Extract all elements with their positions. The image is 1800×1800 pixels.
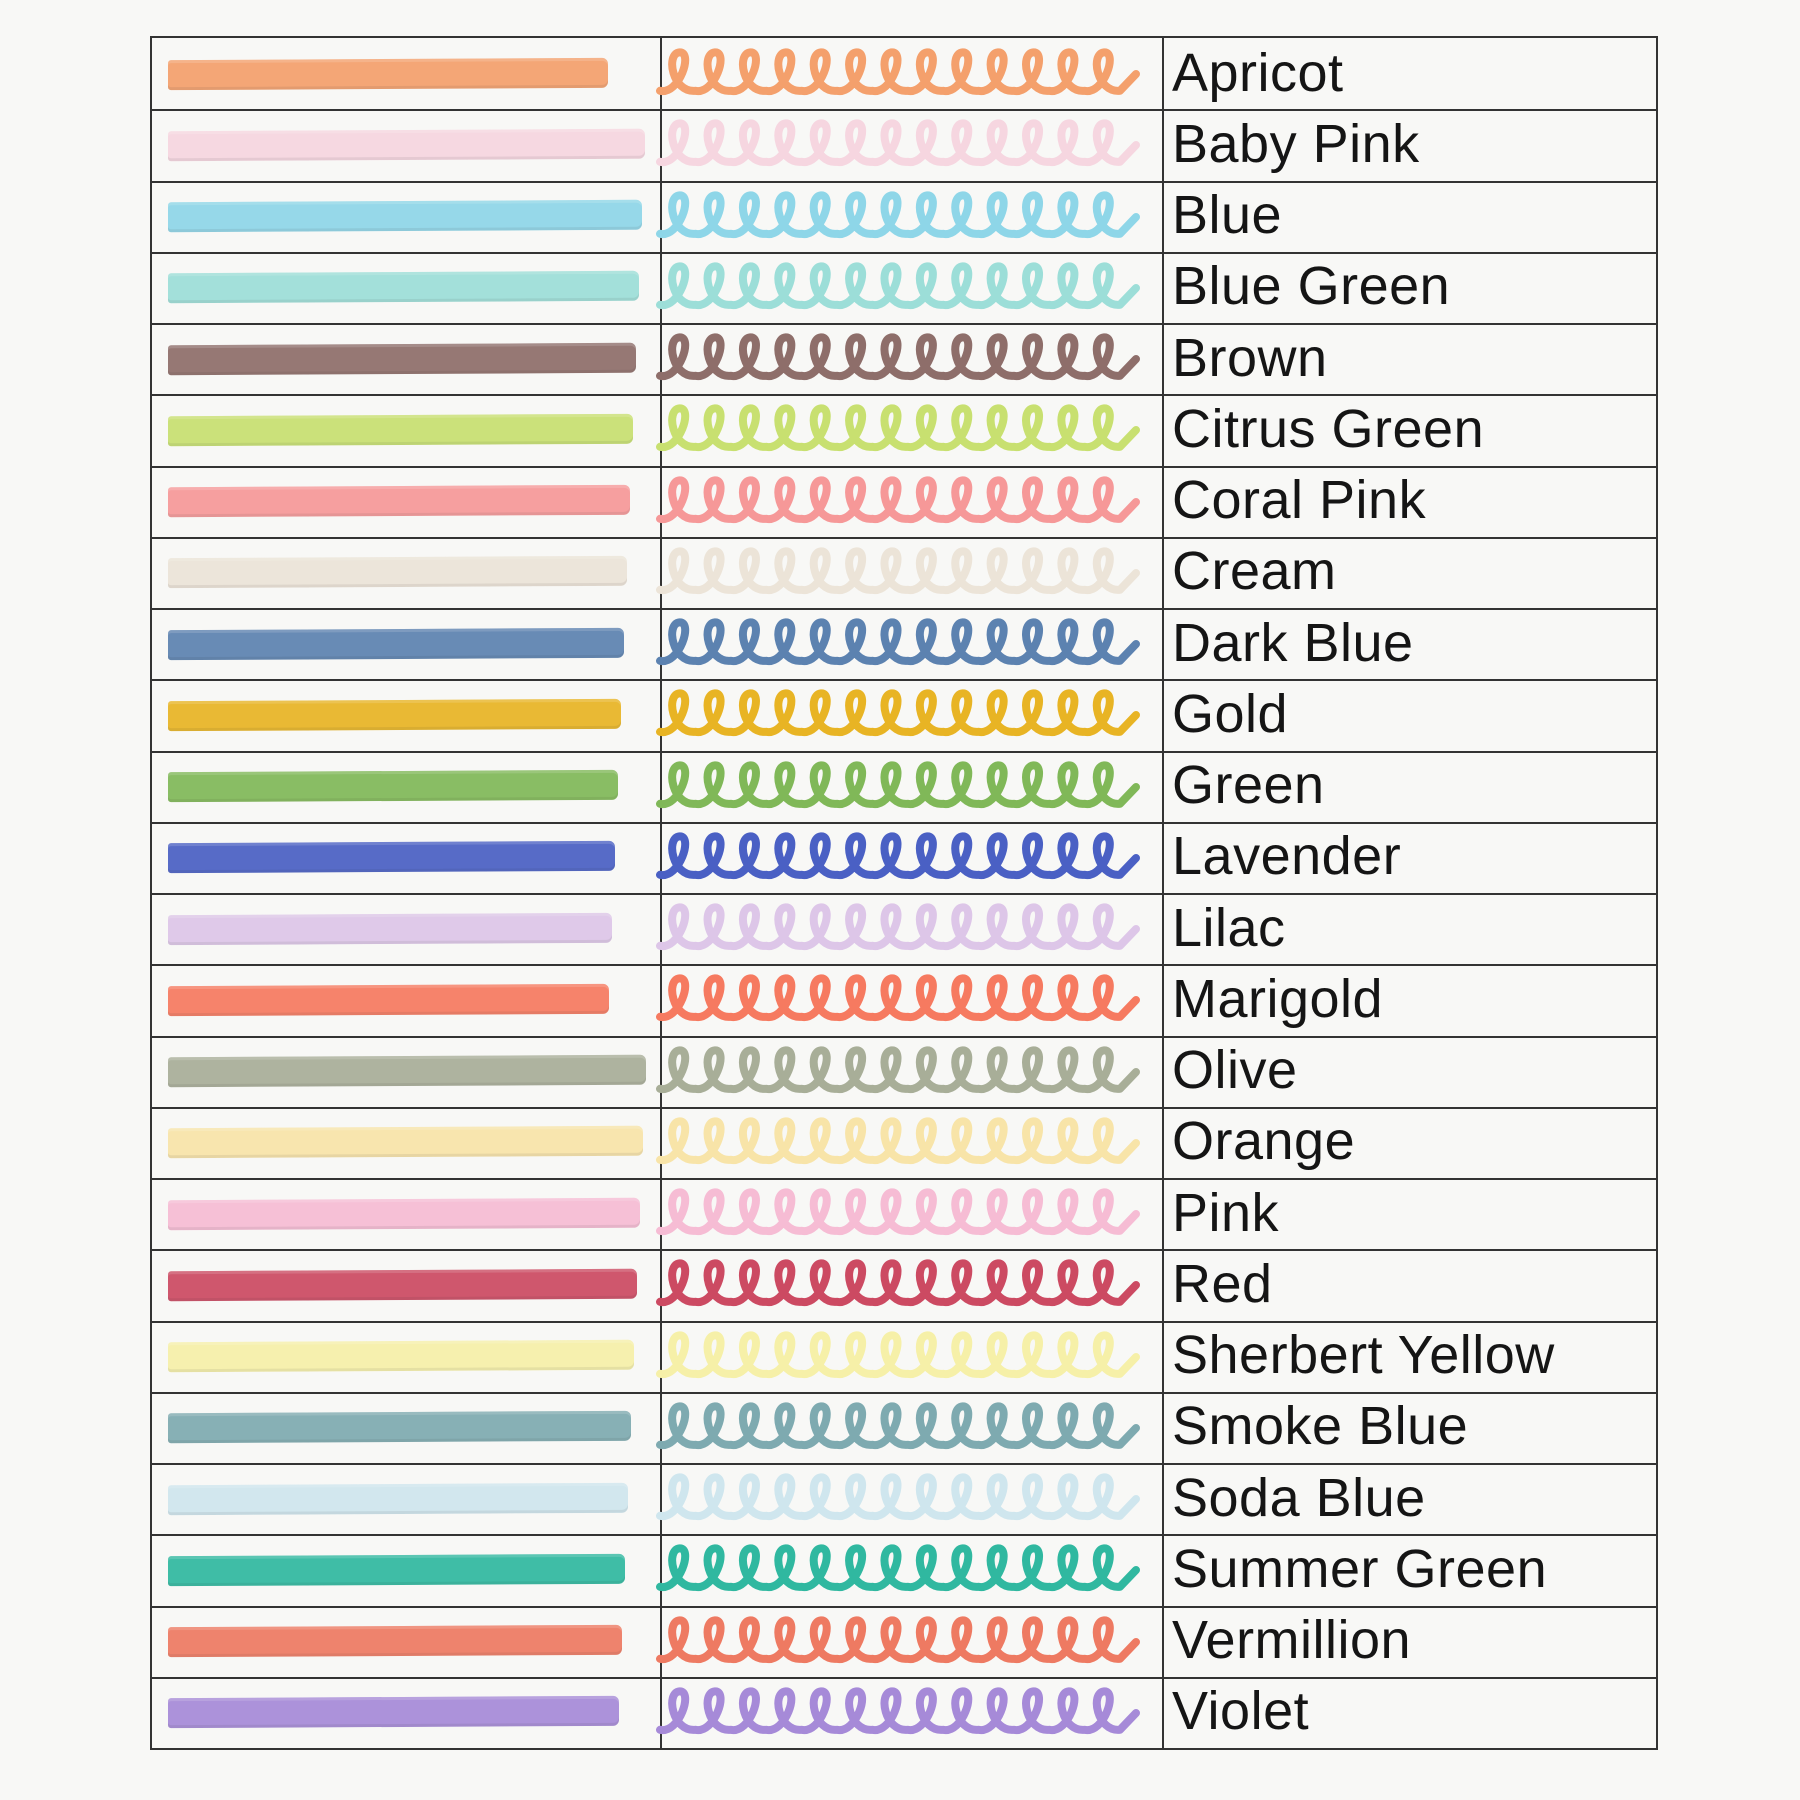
color-name-label: Green: [1172, 754, 1325, 815]
swatch-row: [152, 537, 1656, 608]
swatch-row: [152, 1677, 1656, 1748]
cursive-loop-sample: [652, 44, 1152, 104]
loop-stroke: [660, 622, 1136, 661]
swatch-row: [152, 608, 1656, 679]
marker-stroke-swatch: [168, 342, 636, 374]
marker-stroke-swatch: [168, 556, 627, 588]
cursive-loop-sample: [652, 1113, 1152, 1173]
cursive-loop-sample: [652, 614, 1152, 674]
marker-stroke-swatch: [168, 414, 633, 446]
swatch-row: [152, 109, 1656, 180]
row-divider: [152, 1392, 1656, 1394]
swatch-row: [152, 394, 1656, 465]
loop-stroke: [660, 1192, 1136, 1231]
swatch-row: [152, 1534, 1656, 1605]
marker-stroke-swatch: [168, 1269, 637, 1301]
row-divider: [152, 1321, 1656, 1323]
row-divider: [152, 394, 1656, 396]
row-divider: [152, 964, 1656, 966]
color-name-label: Baby Pink: [1172, 113, 1420, 174]
cursive-loop-sample: [652, 1540, 1152, 1600]
cursive-loop-sample: [652, 899, 1152, 959]
row-divider: [152, 323, 1656, 325]
marker-stroke-swatch: [168, 912, 612, 944]
row-divider: [152, 679, 1656, 681]
color-name-label: Brown: [1172, 327, 1328, 388]
loop-stroke: [660, 694, 1136, 733]
cursive-loop-sample: [652, 828, 1152, 888]
loop-stroke: [660, 1691, 1136, 1730]
swatch-row: [152, 1036, 1656, 1107]
swatch-row: [152, 1392, 1656, 1463]
loop-stroke: [660, 1620, 1136, 1659]
color-name-label: Summer Green: [1172, 1538, 1548, 1599]
swatch-row: [152, 822, 1656, 893]
marker-stroke-swatch: [168, 1554, 625, 1586]
loop-stroke: [660, 480, 1136, 519]
row-divider: [152, 1249, 1656, 1251]
color-name-label: Coral Pink: [1172, 469, 1427, 530]
row-divider: [152, 181, 1656, 183]
swatch-row: [152, 751, 1656, 822]
loop-stroke: [660, 836, 1136, 875]
swatch-row: [152, 323, 1656, 394]
loop-stroke: [660, 195, 1136, 234]
color-name-label: Apricot: [1172, 42, 1344, 103]
swatch-row: [152, 893, 1656, 964]
color-name-label: Pink: [1172, 1182, 1280, 1243]
loop-stroke: [660, 124, 1136, 163]
swatch-row: [152, 1463, 1656, 1534]
color-name-label: Marigold: [1172, 968, 1384, 1029]
row-divider: [152, 109, 1656, 111]
cursive-loop-sample: [652, 1612, 1152, 1672]
cursive-loop-sample: [652, 472, 1152, 532]
swatch-row: [152, 252, 1656, 323]
cursive-loop-sample: [652, 970, 1152, 1030]
marker-stroke-swatch: [168, 770, 618, 802]
cursive-loop-sample: [652, 685, 1152, 745]
marker-stroke-swatch: [168, 1696, 619, 1728]
swatch-row: [152, 679, 1656, 750]
loop-stroke: [660, 266, 1136, 305]
row-divider: [152, 1107, 1656, 1109]
swatch-table: [150, 36, 1658, 1750]
color-name-label: Gold: [1172, 683, 1289, 744]
row-divider: [152, 537, 1656, 539]
row-divider: [152, 893, 1656, 895]
marker-stroke-swatch: [168, 1411, 631, 1443]
row-divider: [152, 252, 1656, 254]
cursive-loop-sample: [652, 187, 1152, 247]
cursive-loop-sample: [652, 329, 1152, 389]
cursive-loop-sample: [652, 757, 1152, 817]
loop-stroke: [660, 1406, 1136, 1445]
marker-stroke-swatch: [168, 129, 645, 161]
loop-stroke: [660, 1477, 1136, 1516]
cursive-loop-sample: [652, 1398, 1152, 1458]
cursive-loop-sample: [652, 1327, 1152, 1387]
cursive-loop-sample: [652, 1184, 1152, 1244]
marker-stroke-swatch: [168, 57, 608, 89]
color-name-label: Soda Blue: [1172, 1467, 1426, 1528]
marker-stroke-swatch: [168, 1197, 640, 1229]
row-divider: [152, 1463, 1656, 1465]
marker-stroke-swatch: [168, 627, 624, 659]
swatch-row: [152, 1107, 1656, 1178]
loop-stroke: [660, 907, 1136, 946]
loop-stroke: [660, 1335, 1136, 1374]
loop-stroke: [660, 337, 1136, 376]
marker-stroke-swatch: [168, 1126, 643, 1158]
cursive-loop-sample: [652, 1255, 1152, 1315]
cursive-loop-sample: [652, 1683, 1152, 1743]
row-divider: [152, 1677, 1656, 1679]
color-name-label: Sherbert Yellow: [1172, 1324, 1555, 1385]
row-divider: [152, 608, 1656, 610]
color-name-label: Orange: [1172, 1111, 1356, 1172]
marker-stroke-swatch: [168, 1625, 622, 1657]
color-name-label: Olive: [1172, 1039, 1298, 1100]
color-name-label: Citrus Green: [1172, 398, 1485, 459]
color-name-label: Lavender: [1172, 826, 1402, 887]
marker-stroke-swatch: [168, 699, 621, 731]
loop-stroke: [660, 551, 1136, 590]
marker-stroke-swatch: [168, 984, 609, 1016]
loop-stroke: [660, 1264, 1136, 1303]
cursive-loop-sample: [652, 115, 1152, 175]
color-name-label: Blue: [1172, 184, 1283, 245]
loop-stroke: [660, 765, 1136, 804]
swatch-row: [152, 1249, 1656, 1320]
cursive-loop-sample: [652, 400, 1152, 460]
cursive-loop-sample: [652, 1469, 1152, 1529]
loop-stroke: [660, 979, 1136, 1018]
row-divider: [152, 1178, 1656, 1180]
loop-stroke: [660, 1549, 1136, 1588]
marker-stroke-swatch: [168, 1340, 634, 1372]
row-divider: [152, 1036, 1656, 1038]
row-divider: [152, 1606, 1656, 1608]
loop-stroke: [660, 409, 1136, 448]
color-name-label: Lilac: [1172, 897, 1286, 958]
row-divider: [152, 466, 1656, 468]
cursive-loop-sample: [652, 258, 1152, 318]
color-name-label: Violet: [1172, 1681, 1310, 1742]
color-name-label: Red: [1172, 1253, 1273, 1314]
swatch-row: [152, 1178, 1656, 1249]
row-divider: [152, 1534, 1656, 1536]
marker-stroke-swatch: [168, 1482, 628, 1514]
cursive-loop-sample: [652, 1042, 1152, 1102]
swatch-row: [152, 38, 1656, 109]
color-name-label: Smoke Blue: [1172, 1396, 1469, 1457]
marker-stroke-swatch: [168, 271, 639, 303]
swatch-row: [152, 1321, 1656, 1392]
color-name-label: Vermillion: [1172, 1609, 1412, 1670]
color-name-label: Cream: [1172, 541, 1337, 602]
row-divider: [152, 751, 1656, 753]
swatch-row: [152, 1606, 1656, 1677]
color-name-label: Blue Green: [1172, 256, 1451, 317]
swatch-row: [152, 181, 1656, 252]
color-name-label: Dark Blue: [1172, 612, 1414, 673]
loop-stroke: [660, 52, 1136, 91]
marker-stroke-swatch: [168, 200, 642, 232]
loop-stroke: [660, 1121, 1136, 1160]
cursive-loop-sample: [652, 543, 1152, 603]
marker-stroke-swatch: [168, 841, 615, 873]
row-divider: [152, 822, 1656, 824]
swatch-row: [152, 964, 1656, 1035]
loop-stroke: [660, 1050, 1136, 1089]
marker-stroke-swatch: [168, 485, 630, 517]
swatch-row: [152, 466, 1656, 537]
marker-stroke-swatch: [168, 1055, 646, 1088]
